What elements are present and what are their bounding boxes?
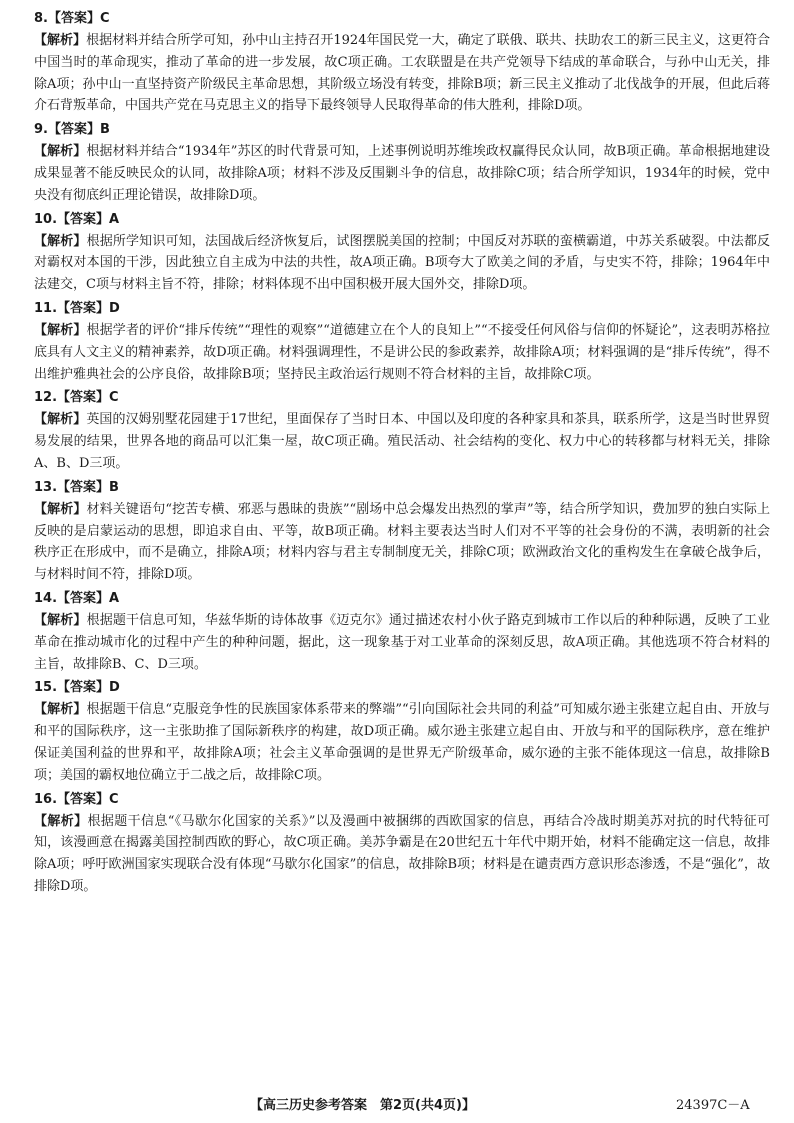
answer-label: 15.【答案】D — [34, 680, 120, 696]
answer-label: 12.【答案】C — [34, 390, 119, 406]
answer-item-10 — [34, 209, 770, 296]
explanation-tag: 【解析】 — [34, 144, 87, 160]
explanation-tag: 【解析】 — [34, 813, 88, 829]
answer-label: 16.【答案】C — [34, 791, 119, 807]
page-footer — [0, 1094, 794, 1116]
footer-code: 24397C－A — [676, 1098, 750, 1113]
explanation-tag: 【解析】 — [34, 322, 87, 338]
answer-item-15 — [34, 677, 770, 786]
answer-item-12 — [34, 387, 770, 474]
answer-item-9 — [34, 119, 770, 206]
explanation-text: 根据学者的评价“排斥传统”“理性的观察”“道德建立在个人的良知上”“不接受任何风俗与信仰的怀疑论”，这表明苏格拉底具有人文主义的精神素养，故D项正确。材料强调理性，不是讲公民的参政素养，故排除A项；材料强调的是“排斥传统”，得不出维护雅典社会的公序良俗，故排除B项；坚持民主政治运行规则不符合材料的主旨，故排除C项。 — [34, 322, 770, 382]
answer-label: 10.【答案】A — [34, 211, 120, 227]
explanation-paragraph — [34, 141, 770, 206]
explanation-tag: 【解析】 — [34, 501, 87, 517]
answer-item-13 — [34, 477, 770, 586]
explanation-tag: 【解析】 — [34, 612, 87, 628]
explanation-text: 材料关键语句“挖苦专横、邪恶与愚昧的贵族”“剧场中总会爆发出热烈的掌声”等，结合所学知识，费加罗的独白实际上反映的是启蒙运动的思想，即追求自由、平等，故B项正确。材料主要表达当时人们对不平等的社会身份的不满，表明新的社会秩序正在形成中，而不是确立，排除A项；材料内容与君主专制制度无关，排除C项；欧洲政治文化的重构发生在拿破仑战争后，与材料时间不符，排除D项。 — [34, 501, 770, 583]
explanation-text: 根据题干信息“克服竞争性的民族国家体系带来的弊端”“引向国际社会共同的利益”可知威尔逊主张建立起自由、开放与和平的国际秩序，这一主张助推了国际新秩序的构建，故D项正确。威尔逊主张建立起自由、开放与和平的国际秩序，意在维护保证美国利益的世界和平，故排除A项；社会主义革命强调的是世界无产阶级革命，威尔逊的主张不能体现这一信息，故排除B项；美国的霸权地位确立于二战之后，故排除C项。 — [34, 702, 770, 783]
answer-key-page — [34, 8, 770, 900]
explanation-paragraph — [34, 30, 770, 117]
explanation-paragraph — [34, 499, 770, 586]
explanation-paragraph — [34, 610, 770, 675]
explanation-text: 英国的汉姆别墅花园建于17世纪，里面保存了当时日本、中国以及印度的各种家具和茶具，联系所学，这是当时世界贸易发展的结果，世界各地的商品可以汇集一屋，故C项正确。殖民活动、社会结构的变化、权力中心的转移都与材料无关，排除A、B、D三项。 — [34, 412, 770, 471]
answer-item-16 — [34, 789, 770, 898]
explanation-paragraph — [34, 699, 770, 786]
explanation-tag: 【解析】 — [34, 233, 87, 249]
explanation-paragraph — [34, 231, 770, 296]
explanation-paragraph — [34, 409, 770, 474]
answer-item-11 — [34, 298, 770, 385]
explanation-paragraph — [34, 811, 770, 898]
answer-label: 8.【答案】C — [34, 11, 110, 26]
explanation-text: 根据所学知识可知，法国战后经济恢复后，试图摆脱美国的控制；中国反对苏联的蛮横霸道，中苏关系破裂。中法都反对霸权对本国的干涉，因此独立自主成为中法的共性，故A项正确。B项夸大了欧美之间的矛盾，与史实不符，排除；1964年中法建交，C项与材料主旨不符，排除；材料体现不出中国积极开展大国外交，排除D项。 — [34, 233, 770, 293]
answer-label: 9.【答案】B — [34, 122, 110, 138]
answer-label: 13.【答案】B — [34, 479, 119, 495]
explanation-text: 根据题干信息可知，华兹华斯的诗体故事《迈克尔》通过描述农村小伙子路克到城市工作以后的种种际遇，反映了工业革命在推动城市化的过程中产生的种种问题，据此，这一现象基于对工业革命的深刻反思，故A项正确。其他选项不符合材料的主旨，故排除B、C、D三项。 — [34, 612, 770, 672]
explanation-paragraph — [34, 320, 770, 385]
answer-item-14 — [34, 588, 770, 675]
answer-label: 14.【答案】A — [34, 590, 120, 606]
explanation-text: 根据材料并结合所学可知，孙中山主持召开1924年国民党一大，确定了联俄、联共、扶助农工的新三民主义，这更符合中国当时的革命现实，推动了革命的进一步发展，故C项正确。工农联盟是在共产党领导下结成的革命联合，与孙中山无关，排除A项；孙中山一直坚持资产阶级民主革命思想，其阶级立场没有转变，排除B项；新三民主义推动了北伐战争的开展，但此后蒋介石背叛革命，中国共产党在马克思主义的指导下最终领导人民取得革命的伟大胜利，排除D项。 — [34, 33, 770, 114]
explanation-tag: 【解析】 — [34, 33, 87, 48]
answer-item-8 — [34, 8, 770, 117]
explanation-text: 根据材料并结合“1934年”苏区的时代背景可知，上述事例说明苏维埃政权赢得民众认同，故B项正确。革命根据地建设成果显著不能反映民众的认同，故排除A项；材料不涉及反围剿斗争的信息，故排除C项；结合所学知识，1934年的时候，党中央没有彻底纠正理论错误，故排除D项。 — [34, 144, 770, 203]
answer-label: 11.【答案】D — [34, 300, 120, 316]
explanation-tag: 【解析】 — [34, 412, 87, 428]
footer-title: 【高三历史参考答案 第2页(共4页)】 — [250, 1098, 475, 1113]
explanation-tag: 【解析】 — [34, 702, 87, 718]
explanation-text: 根据题干信息“《马歇尔化国家的关系》”以及漫画中被捆绑的西欧国家的信息，再结合冷战时期美苏对抗的时代特征可知，该漫画意在揭露美国控制西欧的野心，故C项正确。美苏争霸是在20世纪五十年代中期开始，材料不能确定这一信息，故排除A项；呼吁欧洲国家实现联合没有体现“马歇尔化国家”的信息，故排除B项；材料是在谴责西方意识形态渗透，不是“强化”，故排除D项。 — [34, 813, 770, 894]
